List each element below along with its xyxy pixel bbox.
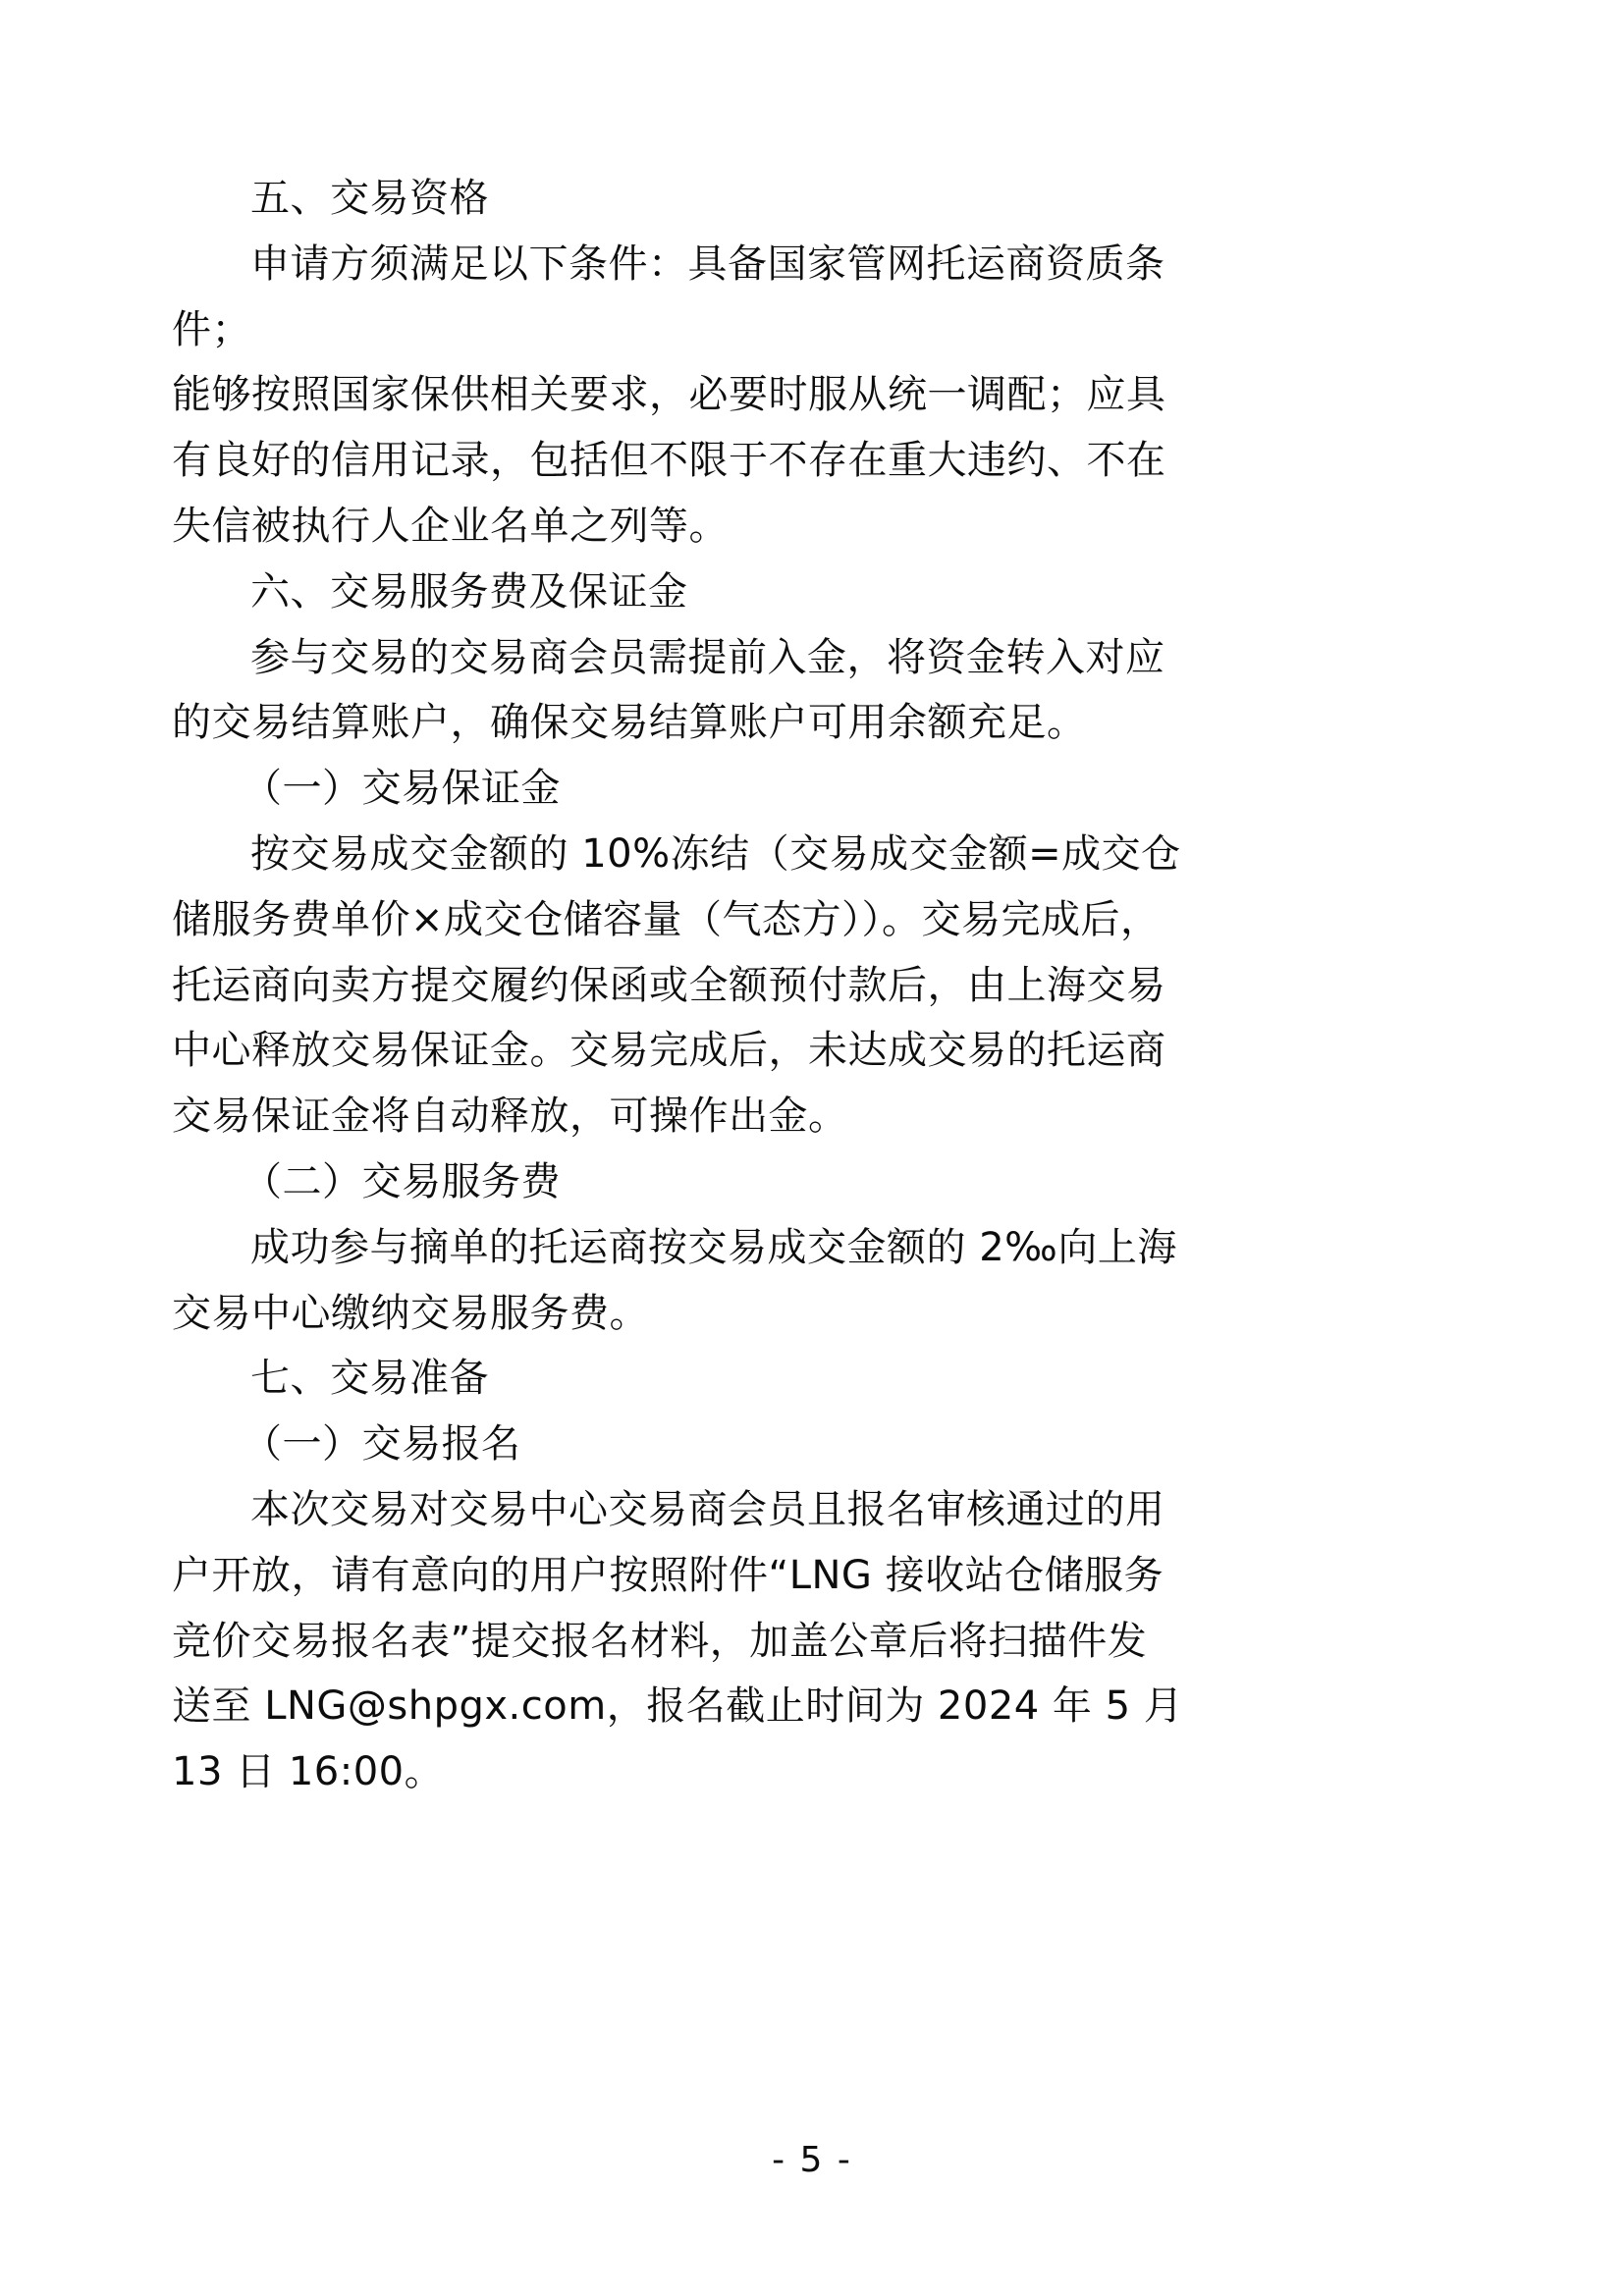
paragraph-deposit-line-5: 交易保证金将自动释放，可操作出金。 <box>172 1094 848 1140</box>
paragraph-service-fee-line-2: 交易中心缴纳交易服务费。 <box>172 1290 649 1336</box>
paragraph-deposit-intro-line-2: 的交易结算账户，确保交易结算账户可用余额充足。 <box>172 700 1087 746</box>
paragraph-deposit-line-4: 中心释放交易保证金。交易完成后，未达成交易的托运商 <box>172 1028 1166 1074</box>
paragraph-subheading-one: （一）交易保证金 <box>243 766 561 812</box>
paragraph-deposit-line-3: 托运商向卖方提交履约保函或全额预付款后，由上海交易 <box>172 962 1166 1008</box>
paragraph-qualification-line-3: 能够按照国家保供相关要求，必要时服从统一调配；应具 <box>172 372 1166 418</box>
page-number: - 5 - <box>772 2140 852 2180</box>
paragraph-qualification-line-4: 有良好的信用记录，包括但不限于不存在重大违约、不在 <box>172 438 1166 484</box>
paragraph-registration-line-4: 送至 LNG@shpgx.com，报名截止时间为 2024 年 5 月 <box>172 1683 1184 1730</box>
paragraph-registration-line-5: 13 日 16:00。 <box>172 1749 445 1795</box>
paragraph-registration-line-2: 户开放，请有意向的用户按照附件“LNG 接收站仓储服务 <box>172 1552 1164 1598</box>
paragraph-qualification-line-1: 申请方须满足以下条件：具备国家管网托运商资质条 <box>250 240 1165 287</box>
paragraph-qualification-line-5: 失信被执行人企业名单之列等。 <box>172 503 729 549</box>
paragraph-qualification-line-2: 件； <box>172 306 251 352</box>
paragraph-deposit-line-1: 按交易成交金额的 10%冻结（交易成交金额=成交仓 <box>250 830 1181 877</box>
paragraph-service-fee-line-1: 成功参与摘单的托运商按交易成交金额的 2‰向上海 <box>250 1224 1177 1270</box>
paragraph-deposit-line-2: 储服务费单价×成交仓储容量（气态方））。交易完成后， <box>172 896 1161 942</box>
paragraph-subheading-two: （二）交易服务费 <box>243 1158 561 1204</box>
paragraph-registration-line-3: 竞价交易报名表”提交报名材料，加盖公章后将扫描件发 <box>172 1618 1148 1664</box>
paragraph-heading-seven: 七、交易准备 <box>250 1356 489 1402</box>
paragraph-subheading-registration: （一）交易报名 <box>243 1421 521 1468</box>
document-body <box>172 167 1452 1804</box>
paragraph-registration-line-1: 本次交易对交易中心交易商会员且报名审核通过的用 <box>250 1486 1165 1532</box>
paragraph-deposit-intro-line-1: 参与交易的交易商会员需提前入金，将资金转入对应 <box>250 634 1165 680</box>
paragraph-heading-six: 六、交易服务费及保证金 <box>250 568 688 614</box>
paragraph-heading-five: 五、交易资格 <box>250 176 489 221</box>
